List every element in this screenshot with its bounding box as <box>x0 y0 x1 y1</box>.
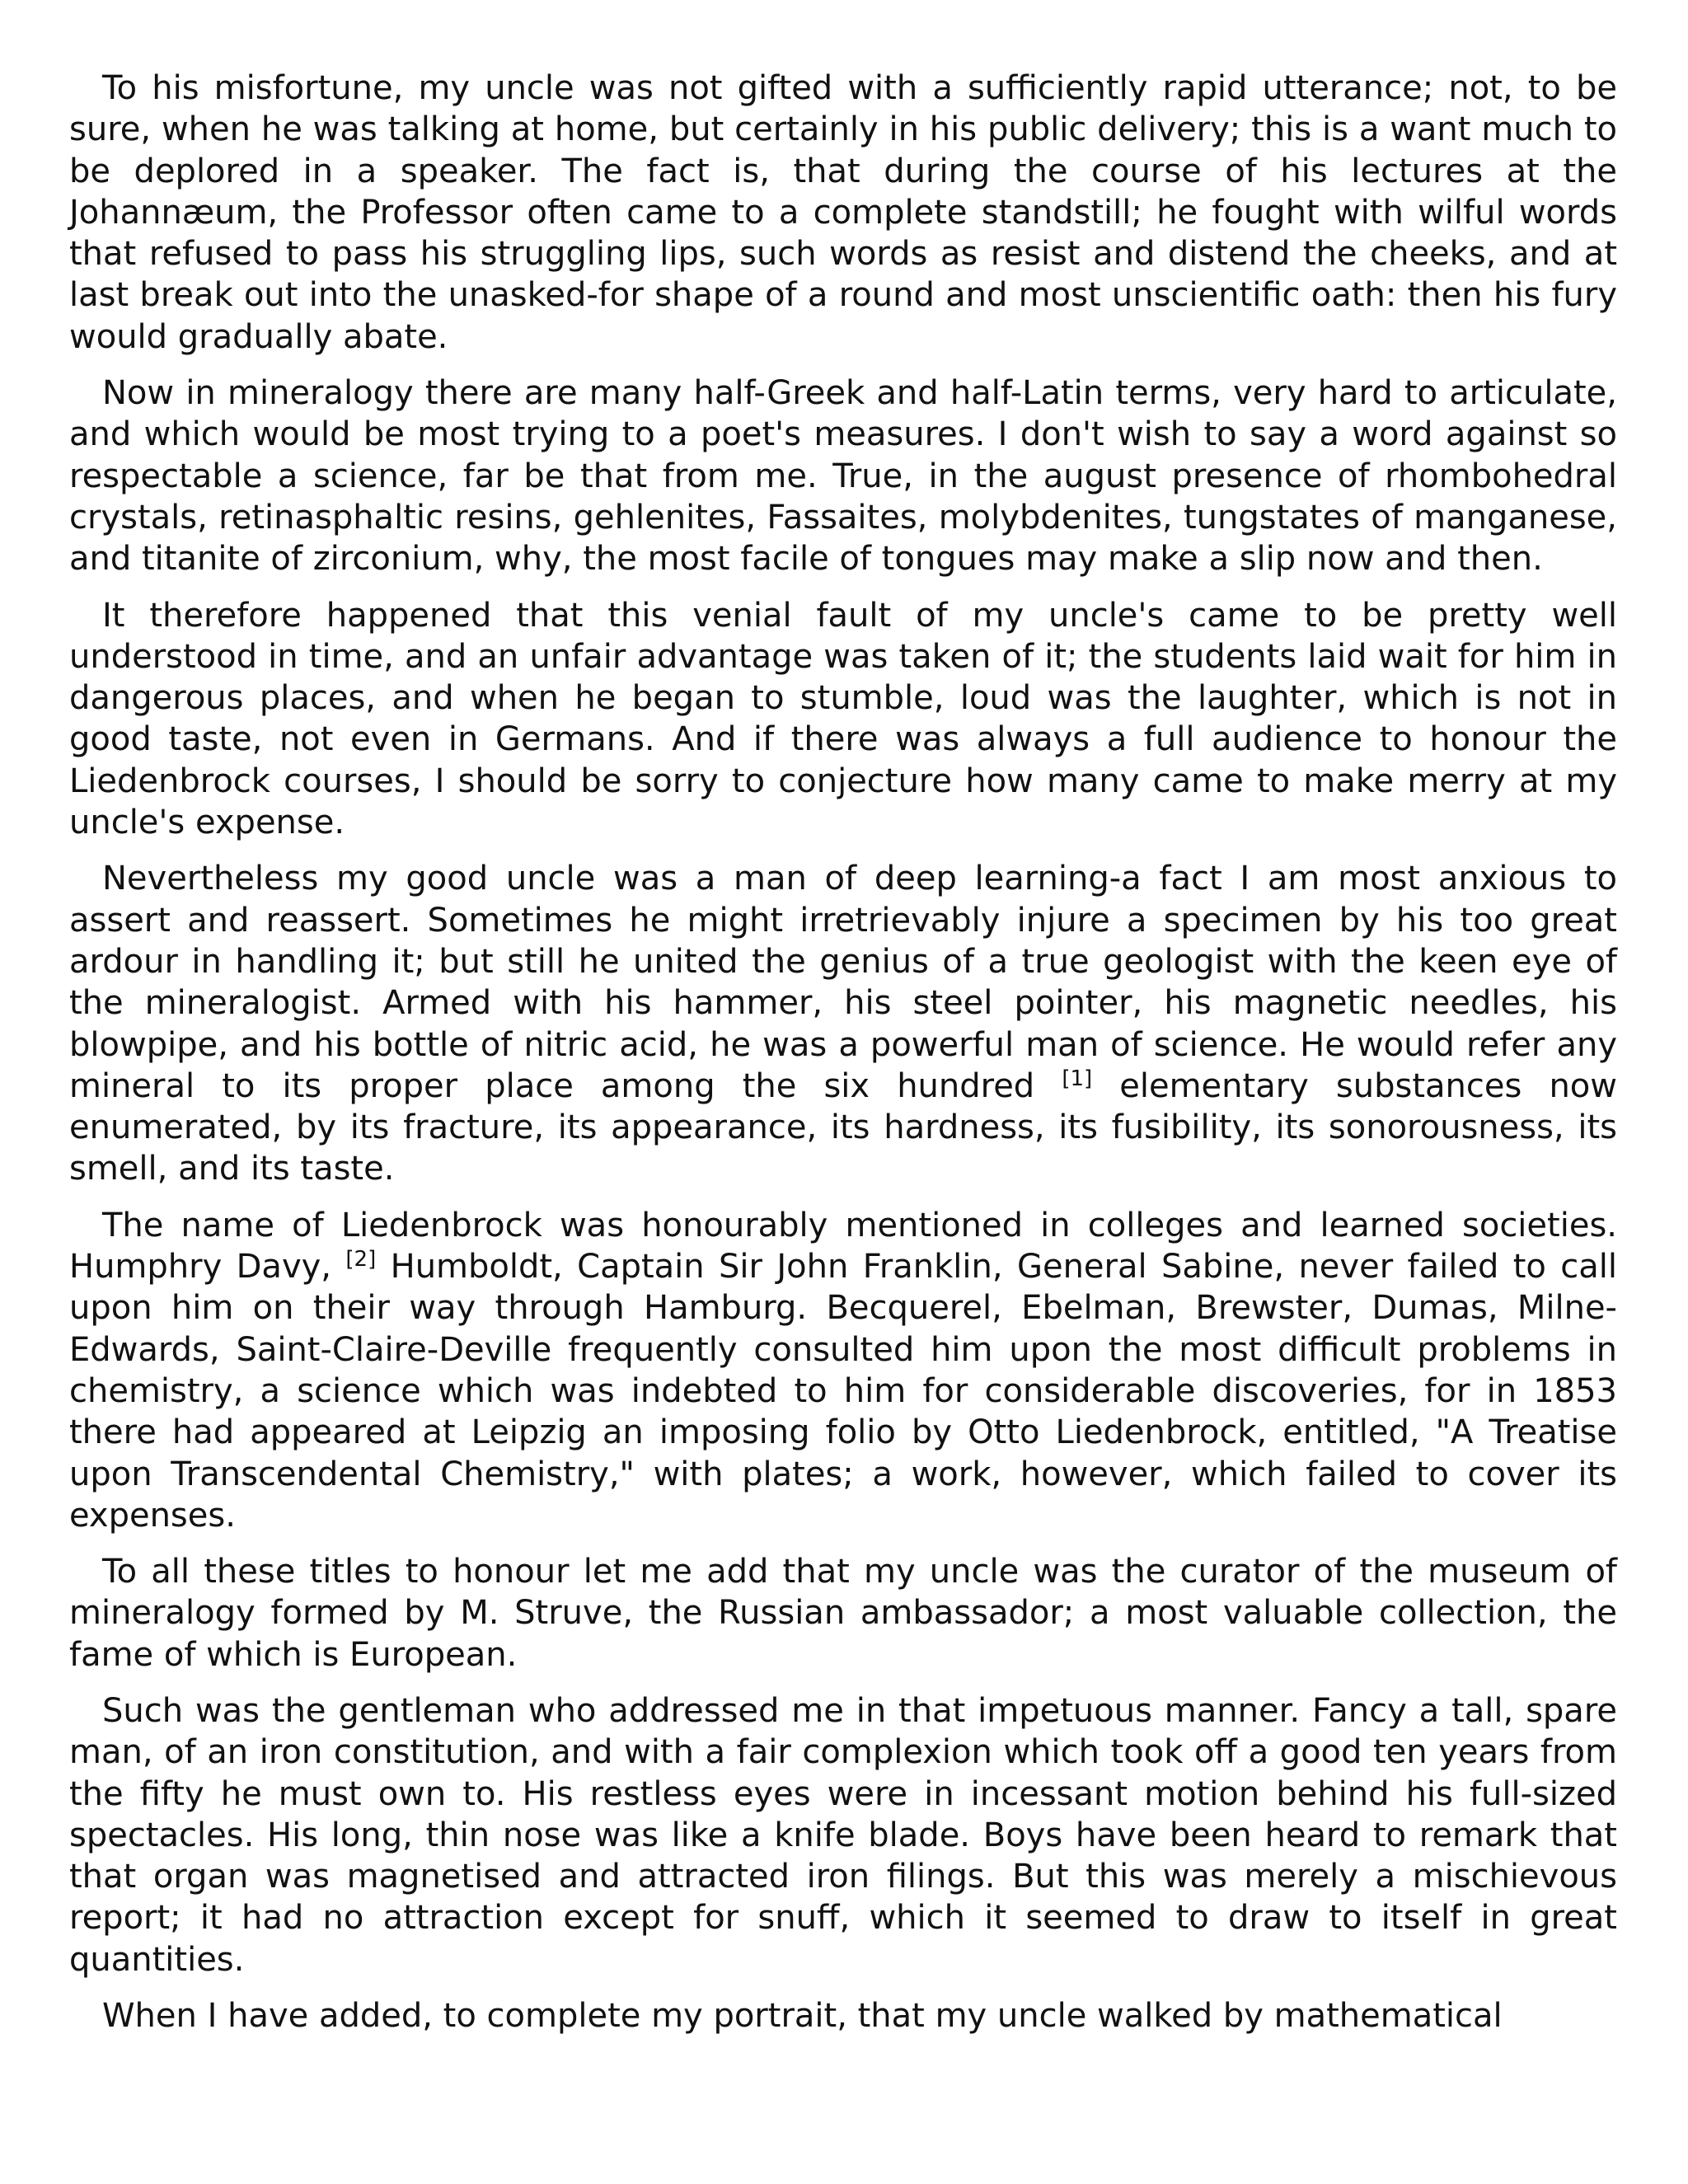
paragraph-3 <box>69 595 1617 844</box>
paragraph-text: The name of Liedenbrock was honourably mentioned in colleges and learned societies. Humphry Davy, <box>69 1206 1617 1286</box>
paragraph-text: Now in mineralogy there are many half-Greek and half-Latin terms, very hard to articulate, and which would be most trying to a poet's measures. I don't wish to say a word against so respectable a science, far be that from me. True, in the august presence of rhombohedral crystals, retinasphaltic resins, gehlenites, Fassaites, molybdenites, tungstates of manganese, and titanite of zirconium, why, the most facile of tongues may make a slip now and then. <box>69 374 1617 579</box>
paragraph-7 <box>69 1690 1617 1980</box>
paragraph-text: It therefore happened that this venial fault of my uncle's came to be pretty well understood in time, and an unfair advantage was taken of it; the students laid wait for him in dangerous places, and when he began to stumble, loud was the laughter, which is not in good taste, not even in Germans. And if there was always a full audience to honour the Liedenbrock courses, I should be sorry to conjecture how many came to make merry at my uncle's expense. <box>69 596 1617 842</box>
paragraph-8 <box>69 1995 1617 2036</box>
paragraph-6 <box>69 1551 1617 1675</box>
book-page <box>69 68 1617 2036</box>
paragraph-text: Nevertheless my good uncle was a man of deep learning-a fact I am most anxious to assert and reassert. Sometimes he might irretrievably injure a specimen by his too great ardour in handling it; but still he united the genius of a true geologist with the keen eye of the mineralogist. Armed with his hammer, his steel pointer, his magnetic needles, his blowpipe, and his bottle of nitric acid, he was a powerful man of science. He would refer any mineral to its proper place among the six hundred <box>69 860 1617 1105</box>
paragraph-5 <box>69 1205 1617 1536</box>
paragraph-text: elementary substances now enumerated, by its fracture, its appearance, its hardness, its fusibility, its sonorousness, its smell, and its taste. <box>69 1066 1617 1188</box>
paragraph-text: To his misfortune, my uncle was not gifted with a sufficiently rapid utterance; not, to be sure, when he was talking at home, but certainly in his public delivery; this is a want much to be deplored in a speaker. The fact is, that during the course of his lectures at the Johannæum, the Professor often came to a complete standstill; he fought with wilful words that refused to pass his struggling lips, such words as resist and distend the cheeks, and at last break out into the unasked-for shape of a round and most unscientific oath: then his fury would gradually abate. <box>69 69 1617 356</box>
paragraph-text: Such was the gentleman who addressed me in that impetuous manner. Fancy a tall, spare man, of an iron constitution, and with a fair complexion which took off a good ten years from the fifty he must own to. His restless eyes were in incessant motion behind his full-sized spectacles. His long, thin nose was like a knife blade. Boys have been heard to remark that that organ was magnetised and attracted iron filings. But this was merely a mischievous report; it had no attraction except for snuff, which it seemed to draw to itself in great quantities. <box>69 1691 1617 1979</box>
footnote-ref-1[interactable]: [1] <box>1062 1066 1093 1091</box>
paragraph-1 <box>69 68 1617 358</box>
paragraph-4 <box>69 858 1617 1189</box>
paragraph-text: When I have added, to complete my portrait, that my uncle walked by mathematical <box>102 1997 1503 2036</box>
paragraph-text: To all these titles to honour let me add that my uncle was the curator of the museum of mineralogy formed by M. Struve, the Russian ambassador; a most valuable collection, the fame of which is European. <box>69 1553 1617 1674</box>
paragraph-2 <box>69 373 1617 579</box>
paragraph-text: Humboldt, Captain Sir John Franklin, General Sabine, never failed to call upon him on their way through Hamburg. Becquerel, Ebelman, Brewster, Dumas, Milne-Edwards, Saint-Claire-Deville frequently consulted him upon the most difficult problems in chemistry, a science which was indebted to him for considerable discoveries, for in 1853 there had appeared at Leipzig an imposing folio by Otto Liedenbrock, entitled, "A Treatise upon Transcendental Chemistry," with plates; a work, however, which failed to cover its expenses. <box>69 1248 1617 1535</box>
footnote-ref-2[interactable]: [2] <box>345 1247 377 1272</box>
